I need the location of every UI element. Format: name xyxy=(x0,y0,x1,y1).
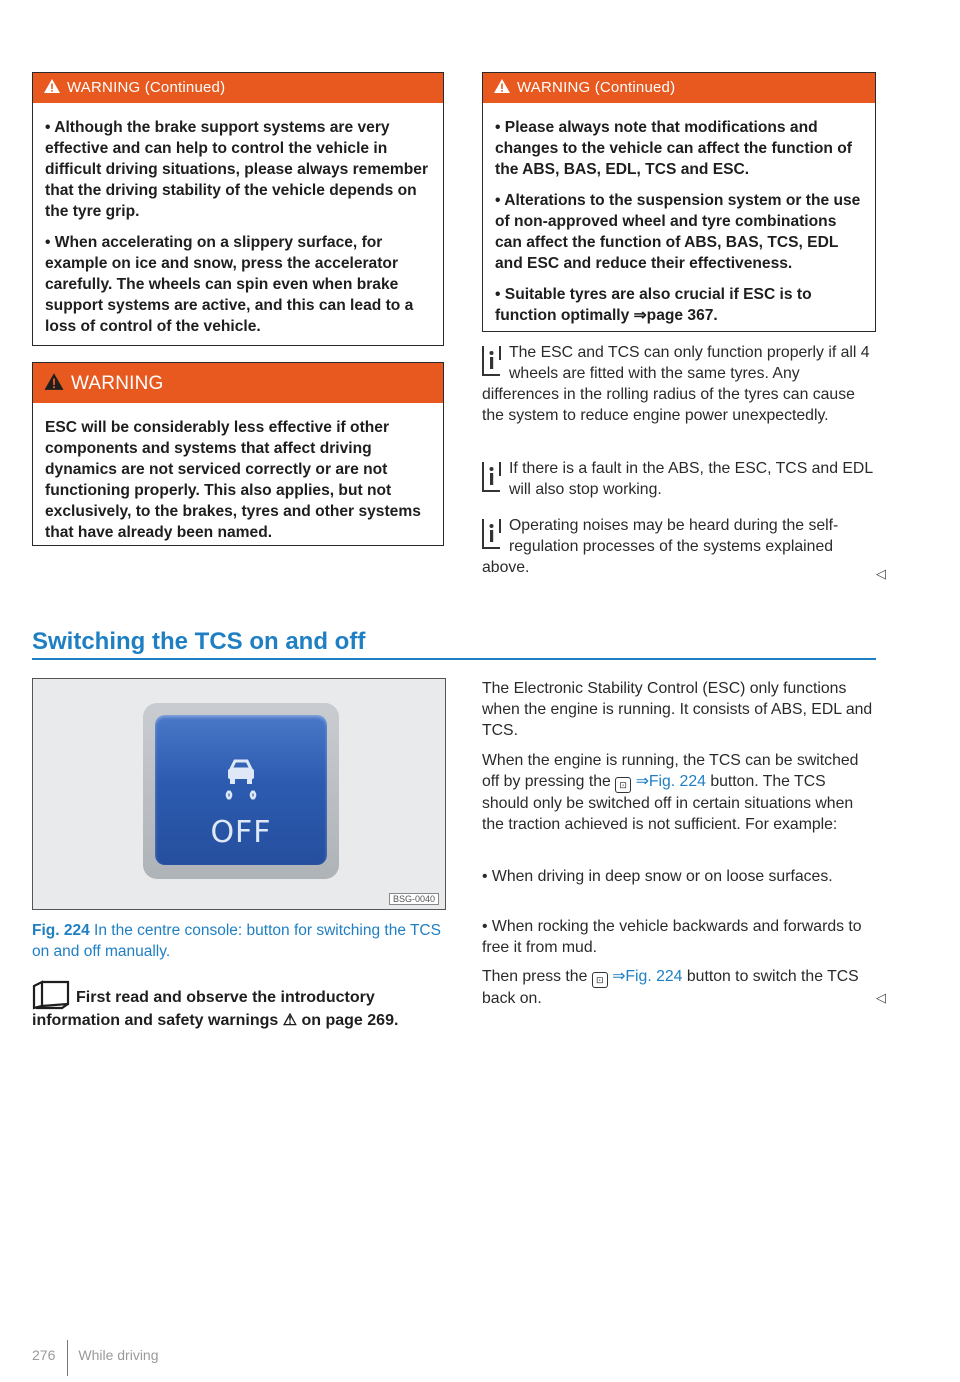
info-note xyxy=(482,342,876,426)
body-text: When the engine is running, the TCS can be switched off by pressing the xyxy=(482,752,859,790)
body-text: button to switch the TCS back on. xyxy=(482,968,859,1007)
warning-triangle-icon xyxy=(493,78,511,94)
figure-tcs-button xyxy=(32,678,446,910)
warning-box-continued-right xyxy=(482,72,876,332)
section-divider xyxy=(32,658,876,660)
body-paragraph xyxy=(482,966,874,1009)
section-title: Switching the TCS on and off xyxy=(32,628,366,655)
info-note-text: The ESC and TCS can only function properly if all 4 wheels are fitted with the same tyres. Any differences in the rolling radius of the tyres can cause the system to reduce engine power unexpectedly. xyxy=(482,344,870,424)
info-note xyxy=(482,515,876,578)
esc-button-icon: ⊡ xyxy=(592,972,608,988)
body-paragraph: The Electronic Stability Control (ESC) only functions when the engine is running. It consists of ABS, EDL and TCS. xyxy=(482,680,873,739)
section-end-mark: ◁ xyxy=(876,566,886,581)
footer-divider xyxy=(67,1340,68,1376)
warning-title: WARNING (Continued) xyxy=(67,79,226,96)
book-icon xyxy=(32,980,70,1010)
page-number: 276 xyxy=(32,1347,56,1363)
tcs-off-button xyxy=(155,715,327,865)
list-item: • When rocking the vehicle backwards and forwards to free it from mud. xyxy=(482,918,862,956)
body-paragraph xyxy=(482,750,874,835)
info-note xyxy=(482,458,876,500)
traction-control-icon xyxy=(211,747,271,807)
warning-title: WARNING xyxy=(71,373,164,394)
figure-reference-link[interactable]: ⇒Fig. 224 xyxy=(612,968,683,985)
intro-note-text: First read and observe the introductory information and safety warnings ⚠ on page 269. xyxy=(32,989,399,1029)
figure-caption-label: Fig. 224 xyxy=(32,922,90,939)
off-label: OFF xyxy=(210,815,272,850)
page-footer xyxy=(32,1340,159,1376)
warning-header xyxy=(33,73,443,103)
info-note-text: Operating noises may be heard during the self-regulation processes of the systems explained above. xyxy=(482,517,839,576)
warning-title: WARNING (Continued) xyxy=(517,79,676,96)
body-text: button. The TCS should only be switched off in certain situations when the traction achieved is not sufficient. For example: xyxy=(482,773,854,833)
figure-caption-text: In the centre console: button for switching the TCS on and off manually. xyxy=(32,922,441,960)
info-icon xyxy=(482,460,501,493)
warning-triangle-icon xyxy=(43,372,65,391)
warning-header xyxy=(33,363,443,403)
warning-item: • Suitable tyres are also crucial if ESC is to function optimally ⇒page 367. xyxy=(495,286,812,324)
info-icon xyxy=(482,344,501,377)
warning-triangle-icon xyxy=(43,78,61,94)
figure-caption xyxy=(32,920,442,962)
warning-item: • Alterations to the suspension system or the use of non-approved wheel and tyre combinations can affect the function of ABS, BAS, TCS, EDL and ESC and reduce their effectiveness. xyxy=(495,192,861,272)
list-item: • When driving in deep snow or on loose surfaces. xyxy=(482,868,833,885)
body-text: Then press the xyxy=(482,968,588,985)
intro-note xyxy=(32,980,444,1032)
info-note-text: If there is a fault in the ABS, the ESC, TCS and EDL will also stop working. xyxy=(509,460,873,498)
esc-button-icon: ⊡ xyxy=(615,777,631,793)
warning-header xyxy=(483,73,875,103)
chapter-name: While driving xyxy=(78,1347,159,1363)
warning-item: • When accelerating on a slippery surface, for example on ice and snow, press the accelerator carefully. The wheels can spin even when brake support systems are active, and this can lead to a loss of control of the vehicle. xyxy=(45,234,414,335)
warning-box-esc xyxy=(32,362,444,546)
section-end-mark: ◁ xyxy=(876,990,886,1005)
warning-item: • Although the brake support systems are very effective and can help to control the vehicle in difficult driving situations, please always remember that the driving stability of the vehicle depends on the tyre grip. xyxy=(45,119,429,220)
figure-reference-link[interactable]: ⇒Fig. 224 xyxy=(635,773,706,790)
warning-item: ESC will be considerably less effective if other components and systems that affect driving dynamics are not serviced correctly or are not functioning properly. This also applies, but not exclusively, to the brakes, tyres and other systems that have already been named. xyxy=(45,419,421,541)
warning-item: • Please always note that modifications and changes to the vehicle can affect the function of the ABS, BAS, EDL, TCS and ESC. xyxy=(495,119,852,178)
figure-code: BSG-0040 xyxy=(389,893,439,905)
warning-box-continued-left xyxy=(32,72,444,346)
info-icon xyxy=(482,517,501,550)
